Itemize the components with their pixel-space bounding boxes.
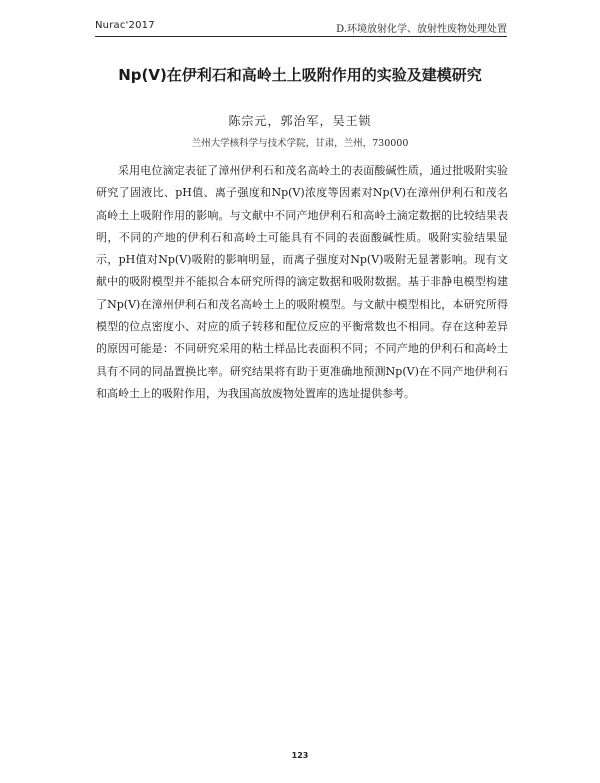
paper-authors: 陈宗元，郭治军，吴王锁: [228, 114, 372, 128]
paper-title: Np(V)在伊利石和高岭土上吸附作用的实验及建模研究: [118, 66, 482, 84]
abstract-text: 采用电位滴定表征了漳州伊利石和茂名高岭土的表面酸碱性质，通过批吸附实验研究了固液比、pH值、离子强度和Np(V)浓度等因素对Np(V)在漳州伊利石和茂名高岭土上吸附作用的影响。与文献中不同产地伊利石和高岭土滴定数据的比较结果表明，不同的产地的伊利石和高岭土可能具有不同的表面酸碱性质。吸附实验结果显示，pH值对Np(V)吸附的影响明显，而离子强度对Np(V)吸附无显著影响。现有文献中的吸附模型并不能拟合本研究所得的滴定数据和吸附数据。基于非静电模型构建了Np(V)在漳州伊利石和茂名高岭土上的吸附模型。与文献中模型相比，本研究所得模型的位点密度小、对应的质子转移和配位反应的平衡常数也不相同。存在这种差异的原因可能是：不同研究采用的粘土样品比表面积不同；不同产地的伊利石和高岭土具有不同的同晶置换比率。研究结果将有助于更准确地预测Np(V)在不同产地伊利石和高岭土上的吸附作用，为我国高放废物处置库的选址提供参考。: [96, 164, 508, 400]
author-affiliation: 兰州大学核科学与技术学院，甘肃，兰州，730000: [191, 138, 409, 149]
header-conference: Nurac'2017: [95, 20, 155, 31]
header-section: D.环境放射化学、放射性废物处理处置: [336, 24, 507, 35]
running-header: [95, 16, 507, 37]
page-number: 123: [291, 751, 309, 760]
